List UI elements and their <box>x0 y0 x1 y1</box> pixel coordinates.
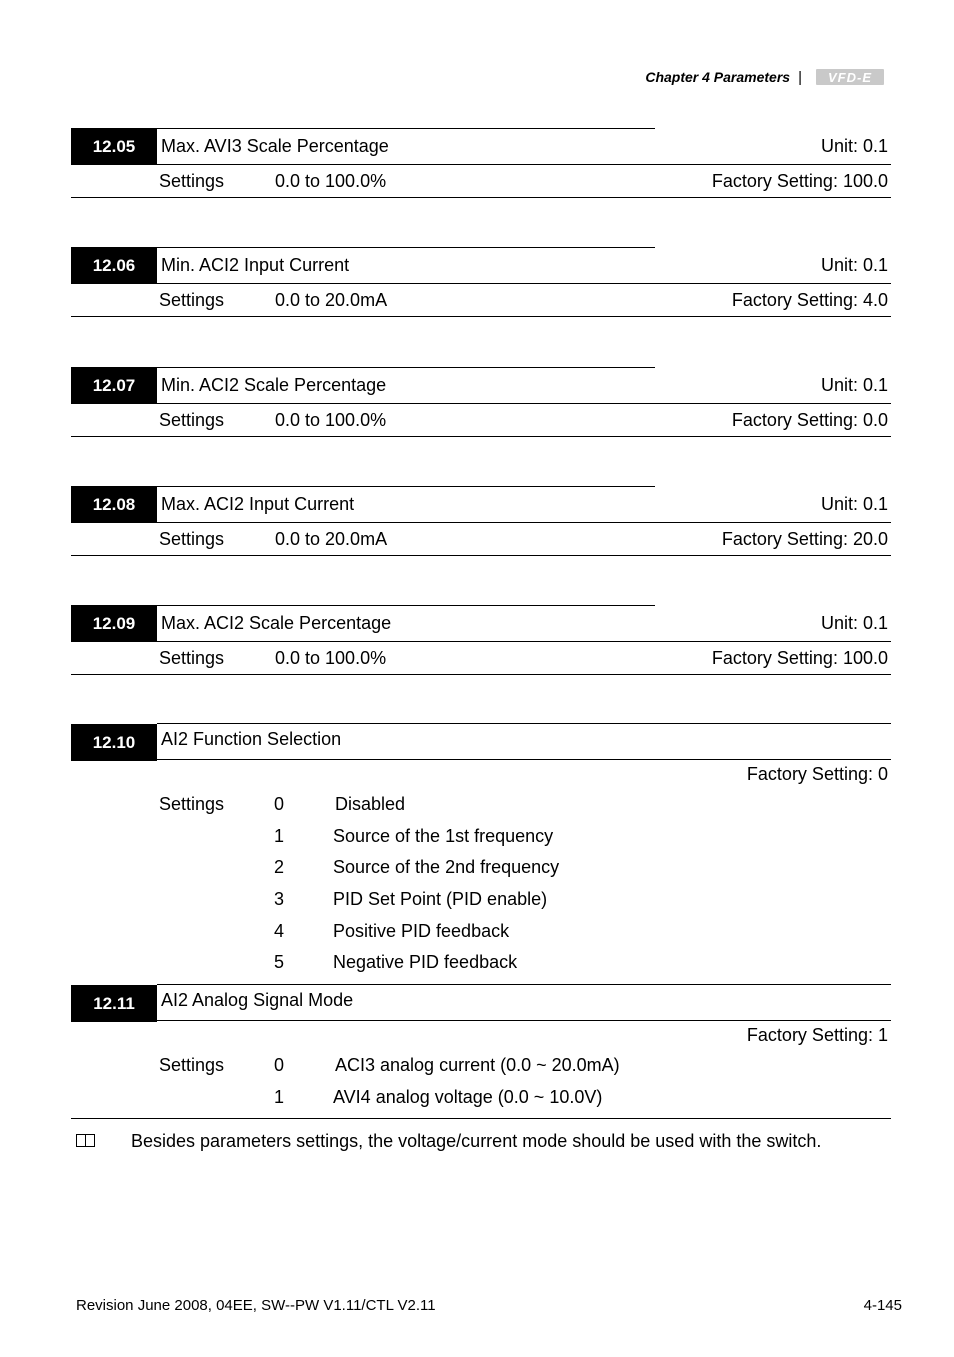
param-unit: Unit: 0.1 <box>820 136 888 156</box>
factory-setting: Factory Setting: 0 <box>746 764 888 784</box>
param-12-06 <box>71 247 891 317</box>
param-12-05 <box>71 128 891 198</box>
settings-label: Settings <box>159 171 225 191</box>
settings-label: Settings <box>159 529 225 549</box>
note-text: Besides parameters settings, the voltage/current mode should be used with the switch. <box>131 1131 822 1151</box>
chapter-title: Chapter 4 Parameters <box>645 69 791 85</box>
page-header <box>645 66 884 88</box>
settings-label: Settings <box>159 794 225 814</box>
param-number: 12.07 <box>71 367 157 404</box>
param-title: AI2 Analog Signal Mode <box>161 990 354 1010</box>
factory-setting: Factory Setting: 1 <box>746 1025 888 1045</box>
param-title: Min. ACI2 Input Current <box>161 255 350 275</box>
param-number: 12.09 <box>71 605 157 642</box>
param-title: Max. ACI2 Scale Percentage <box>161 613 392 633</box>
option-value: 0 <box>274 1055 285 1075</box>
option-desc: ACI3 analog current (0.0 ~ 20.0mA) <box>335 1055 620 1075</box>
option-row <box>71 887 891 919</box>
option-value: 1 <box>274 1086 285 1107</box>
param-title: Min. ACI2 Scale Percentage <box>161 375 387 395</box>
settings-range: 0.0 to 100.0% <box>275 171 387 191</box>
option-row <box>71 1085 891 1117</box>
option-row <box>71 919 891 951</box>
page-footer <box>76 1297 902 1314</box>
option-row <box>71 950 891 982</box>
settings-range: 0.0 to 20.0mA <box>275 290 388 310</box>
param-unit: Unit: 0.1 <box>820 613 888 633</box>
factory-setting: Factory Setting: 20.0 <box>721 529 888 549</box>
param-title: Max. AVI3 Scale Percentage <box>161 136 389 156</box>
option-desc: AVI4 analog voltage (0.0 ~ 10.0V) <box>333 1086 603 1107</box>
settings-range: 0.0 to 100.0% <box>275 410 387 430</box>
param-title: Max. ACI2 Input Current <box>161 494 355 514</box>
option-value: 4 <box>274 920 285 941</box>
param-title: AI2 Function Selection <box>161 729 342 749</box>
param-unit: Unit: 0.1 <box>820 375 888 395</box>
settings-range: 0.0 to 100.0% <box>275 648 387 668</box>
param-number: 12.10 <box>71 724 157 761</box>
option-value: 3 <box>274 889 285 910</box>
option-desc: Positive PID feedback <box>333 920 510 941</box>
vfd-e-logo: VFD-E <box>816 69 884 85</box>
option-row <box>71 824 891 856</box>
param-12-09 <box>71 605 891 675</box>
settings-label: Settings <box>159 1055 225 1075</box>
option-desc: Disabled <box>335 794 406 814</box>
param-number: 12.06 <box>71 247 157 284</box>
option-value: 2 <box>274 857 285 878</box>
param-number: 12.08 <box>71 486 157 523</box>
option-desc: Source of the 1st frequency <box>333 825 554 846</box>
factory-setting: Factory Setting: 100.0 <box>711 171 888 191</box>
option-value: 0 <box>274 794 285 814</box>
page-number: 4-145 <box>863 1297 902 1314</box>
option-desc: Negative PID feedback <box>333 952 518 973</box>
param-number: 12.11 <box>71 985 157 1022</box>
factory-setting: Factory Setting: 100.0 <box>711 648 888 668</box>
factory-setting: Factory Setting: 0.0 <box>731 410 888 430</box>
param-12-11 <box>71 984 891 1119</box>
revision-text: Revision June 2008, 04EE, SW--PW V1.11/CTL V2.11 <box>76 1297 436 1314</box>
option-desc: Source of the 2nd frequency <box>333 857 560 878</box>
param-unit: Unit: 0.1 <box>820 255 888 275</box>
option-value: 1 <box>274 825 285 846</box>
param-number: 12.05 <box>71 128 157 165</box>
settings-label: Settings <box>159 290 225 310</box>
settings-label: Settings <box>159 410 225 430</box>
option-row <box>71 1053 891 1085</box>
settings-label: Settings <box>159 648 225 668</box>
option-desc: PID Set Point (PID enable) <box>333 889 548 910</box>
header-separator: | <box>798 68 802 86</box>
param-12-07 <box>71 367 891 437</box>
factory-setting: Factory Setting: 4.0 <box>731 290 888 310</box>
option-value: 5 <box>274 952 285 973</box>
param-12-08 <box>71 486 891 556</box>
option-row <box>71 792 891 824</box>
param-12-10 <box>71 723 891 982</box>
settings-range: 0.0 to 20.0mA <box>275 529 388 549</box>
book-icon <box>76 1134 94 1147</box>
param-unit: Unit: 0.1 <box>820 494 888 514</box>
option-row <box>71 855 891 887</box>
